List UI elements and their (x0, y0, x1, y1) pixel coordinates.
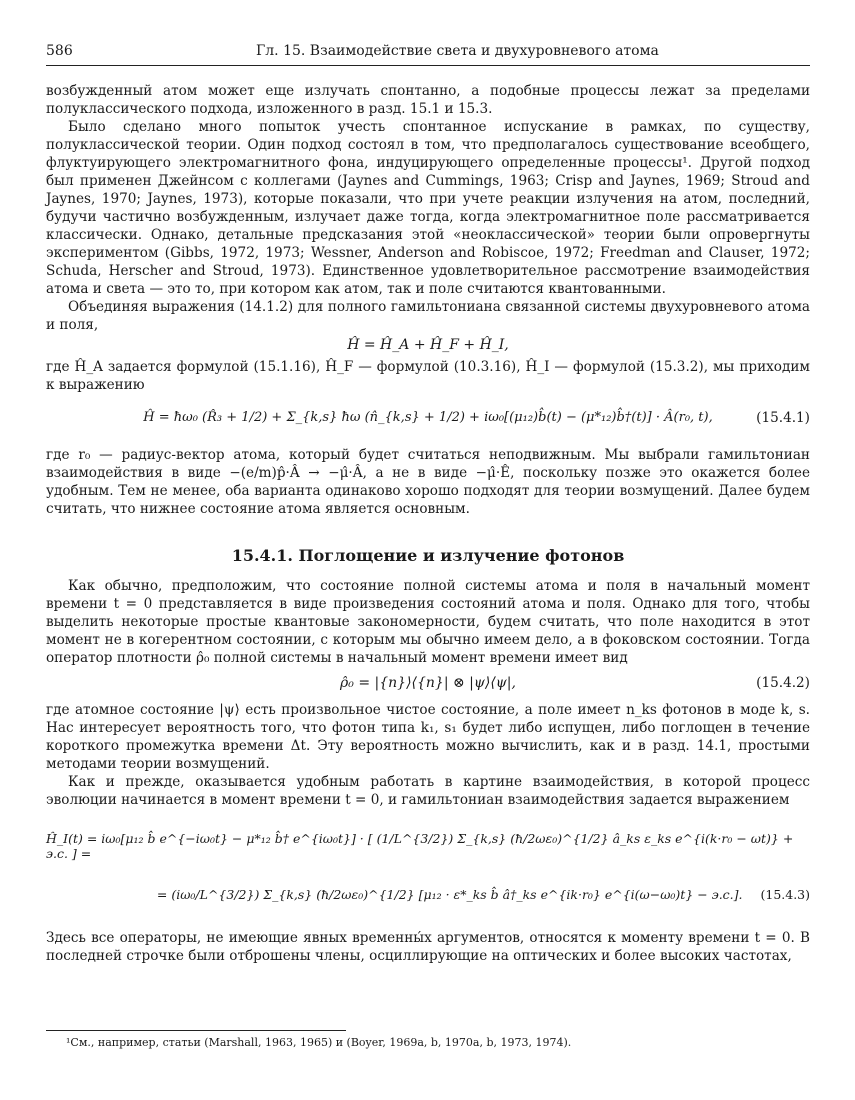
page-number: 586 (46, 43, 73, 59)
paragraph: Здесь все операторы, не имеющие явных временны́х аргументов, относятся к моменту времени t = 0. В последней строчке были отброшены члены, осциллирующие на оптических и более высоких частотах, (46, 930, 810, 964)
running-header (46, 43, 810, 63)
footnote: ¹См., например, статьи (Marshall, 1963, 1965) и (Boyer, 1969a, b, 1970a, b, 1973, 1974). (66, 1036, 572, 1049)
footnote-rule (46, 1030, 346, 1031)
header-rule (46, 65, 810, 66)
equation-text: Ĥ = Ĥ_A + Ĥ_F + Ĥ_I, (347, 337, 509, 353)
equation-number: (15.4.2) (756, 675, 810, 691)
paragraph: Было сделано много попыток учесть спонтанное испускание в рамках, по существу, полуклассической теории. Один подход состоял в том, что предполагалось существование всеобщего, флуктуирующего электромагнитного фона, индуцирующего определенные процессы¹. Другой подход был применен Джейнсом с коллегами (Jaynes and Cummings, 1963; Crisp and Jaynes, 1969; Stroud and Jaynes, 1970; Jaynes, 1973), которые показали, что при учете реакции излучения на атом, последний, будучи частично возбужденным, излучает даже тогда, когда электромагнитное поле рассматривается классически. Однако, детальные предсказания этой «неоклассической» теории были опровергнуты экспериментом (Gibbs, 1972, 1973; Wessner, Anderson and Robiscoe, 1972; Freedman and Clauser, 1972; Schuda, Herscher and Stroud, 1973). Единственное удовлетворительное рассмотрение взаимодействия атома и света — это то, при котором как атом, так и поле считаются квантованными. (46, 119, 810, 297)
equation-15-4-1 (46, 394, 810, 446)
equation-line-1: Ĥ_I(t) = iω₀[μ₁₂ b̂ e^{−iω₀t} − μ*₁₂ b̂† e^{iω₀t}] · [ (1/L^{3/2}) Σ_{k,s} (ħ/2ωε₀)^{1/2} â_ks ε_ks e^{i(k·r₀ − ωt)} + э.с. ] = (46, 831, 794, 861)
equation-15-4-3 (46, 809, 810, 929)
paragraph: Как обычно, предположим, что состояние полной системы атома и поля в начальный момент времени t = 0 представляется в виде произведения состояний атома и поля. Однако для того, чтобы выделить некоторые простые квантовые закономерности, будем считать, что поле находится в этот момент не в когерентном состоянии, с которым мы обычно имеем дело, а в фоковском состоянии. Тогда оператор плотности ρ̂₀ полной системы в начальный момент времени имеет вид (46, 578, 810, 666)
equation-hamiltonian-sum (46, 334, 810, 358)
equation-number: (15.4.1) (756, 410, 810, 426)
paragraph: Как и прежде, оказывается удобным работать в картине взаимодействия, в которой процесс эволюции начинается в момент времени t = 0, и гамильтониан взаимодействия задается выражением (46, 774, 810, 808)
section-heading: 15.4.1. Поглощение и излучение фотонов (231, 546, 625, 565)
paragraph: возбужденный атом может еще излучать спонтанно, а подобные процессы лежат за пределами полуклассического подхода, изложенного в разд. 15.1 и 15.3. (46, 83, 810, 117)
equation-text: = (iω₀/L^{3/2}) Σ_{k,s} (ħ/2ωε₀)^{1/2} [μ₁₂ · ε*_ks b̂ â†_ks e^{ik·r₀} e^{i(ω−ω₀)t} − э.с.]. (156, 887, 743, 902)
running-title: Гл. 15. Взаимодействие света и двухуровневого атома (256, 43, 659, 59)
equation-text: Ĥ = ħω₀ (R̂₃ + 1/2) + Σ_{k,s} ħω (n̂_{k,s} + 1/2) + iω₀[(μ₁₂)b̂(t) − (μ*₁₂)b̂†(t)] · Â(r₀, t), (143, 410, 713, 425)
page-body (46, 82, 810, 965)
equation-number: (15.4.3) (760, 887, 810, 902)
paragraph: где Ĥ_A задается формулой (15.1.16), Ĥ_F — формулой (10.3.16), Ĥ_I — формулой (15.3.2), мы приходим к выражению (46, 359, 810, 393)
equation-15-4-2 (46, 667, 810, 701)
equation-line-2 (157, 887, 810, 902)
paragraph: Объединяя выражения (14.1.2) для полного гамильтониана связанной системы двухуровневого атома и поля, (46, 299, 810, 333)
equation-text: ρ̂₀ = |{n}⟩⟨{n}| ⊗ |ψ⟩⟨ψ|, (340, 675, 516, 691)
paragraph: где атомное состояние |ψ⟩ есть произвольное чистое состояние, а поле имеет n_ks фотонов в моде k, s. Нас интересует вероятность того, что фотон типа k₁, s₁ будет либо испущен, либо поглощен в течение короткого промежутка времени Δt. Эту вероятность можно вычислить, как и в разд. 14.1, простыми методами теории возмущений. (46, 702, 810, 772)
paragraph: где r₀ — радиус-вектор атома, который будет считаться неподвижным. Мы выбрали гамильтониан взаимодействия в виде −(e/m)p̂·Â → −μ̂·Â, а не в виде −μ̂·Ê, поскольку позже это окажется более удобным. Тем не менее, оба варианта одинаково хорошо подходят для теории возмущений. Далее будем считать, что нижнее состояние атома является основным. (46, 447, 810, 517)
